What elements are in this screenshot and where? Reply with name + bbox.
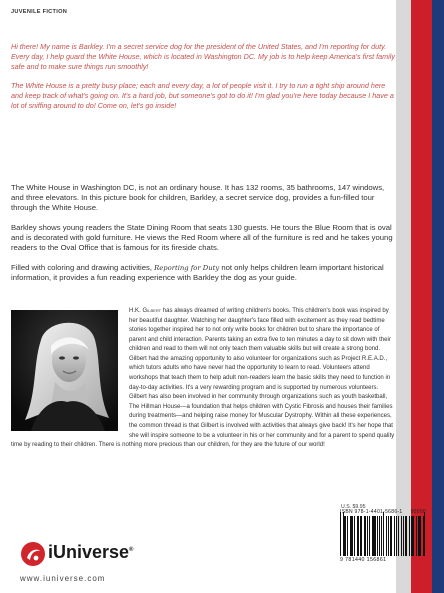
barcode-bar (344, 516, 345, 556)
barcode-bar (340, 512, 341, 556)
author-bio-text: has always dreamed of writing children's books. This children's book was inspired by her beautiful daughter. Watching her daughter's face filled with excitement as they read bedtime stories together inspired her to not only write books for children but to share the importance of parent and child interaction. Parents taking an extra five to ten minutes a day to sit down with their children and read to them will not only teach them valuable skills but will create a strong bond. Gilbert had the amazing opportunity to also volunteer for organizations such as Project R.E.A.D., which tutors adults who have never had the opportunity to learn to read. Volunteers attend workshops that teach them to help adult non-readers learn the basic skills they need to function in day-to-day activities. It's a very rewarding program and is supported by numerous volunteers. Gilbert has also been involved in her community through organizations such as youth basketball, The Hillman House—a foundation that helps children with Cystic Fibrosis and houses their families during treatments—and helping raise money for Muscular Dystrophy. Within all these experiences, the common thread is that Gilbert is involved with activities that always give back! It's her hope that she will inspire someone to be a volunteer in his or her community and for a parent to spend quality time by reading to their children. There is nothing more precious than our children, for they are the future of our world! (11, 308, 395, 449)
barcode-bar (373, 516, 375, 556)
barcode-bar (383, 512, 384, 556)
genre-label: JUVENILE FICTION (11, 9, 68, 15)
barcode-bar (364, 516, 365, 556)
book-title-inline: Reporting for Duty (154, 264, 220, 272)
intro-paragraph-2: The White House is a pretty busy place; each and every day, a lot of people visit it. I try to run a tight ship around here and keep track of what's going on. It's a hard job, but someone's got to do it! I'm glad you're here today because I have a lot of sniffing around to do! Come on, let's go inside! (11, 81, 394, 110)
photo-spacer (11, 307, 123, 432)
barcode-bar (416, 516, 417, 556)
barcode-bar (419, 516, 420, 556)
barcode-bar (386, 516, 387, 556)
barcode-bar (367, 516, 368, 556)
price-label: U.S. $9.95 (341, 504, 366, 510)
description-paragraph-2: Barkley shows young readers the State Dining Room that seats 130 guests. He tours the Blue Room that is oval and is decorated with gold furniture. He views the Red Room where all of the furniture is red and he takes young readers to the Oval Office that is famous for its fireside chats. (11, 223, 393, 252)
barcode-bars (340, 516, 426, 556)
barcode-bar (396, 516, 397, 556)
publisher-url: www.iuniverse.com (20, 574, 106, 583)
barcode-bar (409, 516, 410, 556)
barcode-digits: 9 781440 156861 (340, 557, 387, 563)
barcode-bar (347, 516, 348, 556)
barcode-bar (390, 516, 392, 556)
barcode-bar (398, 516, 399, 556)
barcode-bar (372, 516, 373, 556)
description-paragraph-3 (11, 263, 395, 283)
barcode-bar (351, 516, 353, 556)
barcode-bar (350, 516, 351, 556)
gray-stripe (396, 0, 411, 593)
barcode-bar (361, 516, 362, 556)
barcode-bar (379, 516, 380, 556)
description-3-before: Filled with coloring and drawing activities, (11, 263, 155, 272)
barcode-bar (354, 516, 355, 556)
barcode-bar (388, 516, 389, 556)
publisher-logo (20, 541, 150, 571)
barcode-bar (405, 516, 407, 556)
red-stripe (411, 0, 432, 593)
barcode-bar (369, 516, 370, 556)
barcode-bar (401, 516, 402, 556)
barcode-bar (360, 516, 361, 556)
barcode-bar (377, 516, 378, 556)
registered-mark: ® (129, 547, 134, 553)
barcode-bar (412, 516, 413, 556)
barcode-bar (403, 516, 404, 556)
author-bio (11, 307, 397, 451)
intro-paragraph-1: Hi there! My name is Barkley. I'm a secret service dog for the president of the United States, and I'm reporting for duty. Every day, I help guard the White House, which is located in Washington DC. My job is to help keep America's first family safe and to make sure things run smoothly! (11, 42, 395, 71)
description-3-after: not only helps children learn important historical information, it provides a fun reading experience with Barkley the dog as your guide. (11, 263, 384, 282)
barcode-bar (357, 516, 358, 556)
iuniverse-swirl-icon (20, 541, 46, 567)
publisher-name: iUniverse® (48, 542, 134, 562)
barcode-bar (424, 512, 425, 556)
intro-quote (11, 42, 397, 120)
author-name: H.K. Gilbert (129, 308, 162, 314)
cover-spine-stripes (396, 0, 444, 593)
navy-stripe (432, 0, 444, 593)
isbn-price-code: 90000 (410, 509, 426, 515)
isbn-text: ISBN 978-1-4401-5686-1 (340, 509, 403, 515)
book-description (11, 183, 395, 293)
barcode-bar (411, 516, 412, 556)
description-paragraph-1: The White House in Washington DC, is not an ordinary house. It has 132 rooms, 35 bathrooms, 147 windows, and three elevators. In this picture book for children, Barkley, a secret service dog, provides a fun-filled tour through the White House. (11, 183, 385, 212)
barcode-bar (418, 516, 419, 556)
barcode-bar (381, 516, 382, 556)
barcode-bar (394, 516, 395, 556)
barcode-bar (423, 516, 424, 556)
barcode-bar (343, 512, 344, 556)
barcode (340, 509, 426, 566)
